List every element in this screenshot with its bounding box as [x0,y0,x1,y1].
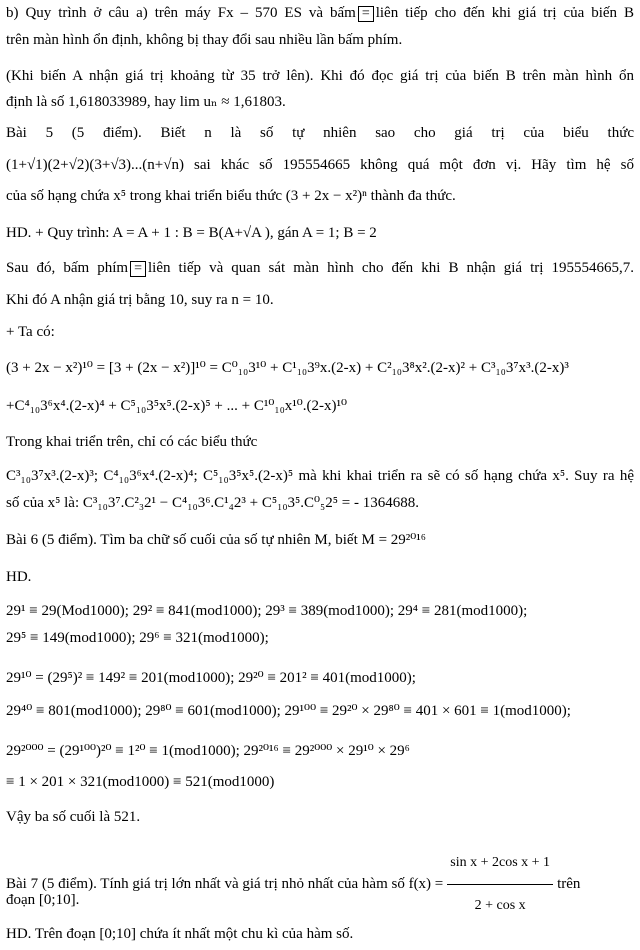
hd-6: HD. [6,569,32,585]
line-terms: C³₁₀3⁷x³.(2-x)³; C⁴₁₀3⁶x⁴.(2-x)⁴; C⁵₁₀3⁵x⁵.(2-x)⁵ mà khi khai triển ra sẽ có số hạng chứa x⁵. Suy ra hệ [6,468,634,484]
line-expansion-1: (3 + 2x − x²)¹⁰ = [3 + (2x − x²)]¹⁰ = C⁰₁₀3¹⁰ + C¹₁₀3⁹x.(2-x) + C²₁₀3⁸x².(2-x)² + C³₁₀3⁷x³.(2-x)³ [6,360,569,376]
line-3: (Khi biến A nhận giá trị khoảng từ 35 trở lên). Khi đó đọc giá trị của biến B trên màn hình ổn [6,68,634,84]
hd-5: HD. + Quy trình: A = A + 1 : B = B(A+√A ), gán A = 1; B = 2 [6,225,377,241]
hd-7: HD. Trên đoạn [0;10] chứa ít nhất một chu kì của hàm số. [6,926,354,942]
equals-key-icon: = [130,261,146,277]
line-mod-5: 29²⁰⁰⁰ = (29¹⁰⁰)²⁰ ≡ 1²⁰ ≡ 1(mod1000); 29²⁰¹⁶ ≡ 29²⁰⁰⁰ × 29¹⁰ × 29⁶ [6,743,410,759]
equals-key-icon: = [358,6,374,22]
line-expansion-2: +C⁴₁₀3⁶x⁴.(2-x)⁴ + C⁵₁₀3⁵x⁵.(2-x)⁵ + ... + C¹⁰₁₀x¹⁰.(2-x)¹⁰ [6,398,348,414]
line-mod-6: ≡ 1 × 201 × 321(mod1000) ≡ 521(mod1000) [6,774,275,790]
fraction: $\frac{\text{sin x + 2cos x + 1}}{\text{2 + cos x}}$ [447,843,553,926]
line-bai5-question: của số hạng chứa x⁵ trong khai triển biểu thức (3 + 2x − x²)ⁿ thành đa thức. [6,188,456,204]
line-1: b) Quy trình ở câu a) trên máy Fx – 570 ES và bấm = liên tiếp cho đến khi giá trị của biến B [6,5,634,21]
line-a-value: Khi đó A nhận giá trị bằng 10, suy ra n = 10. [6,292,274,308]
line-mod-1: 29¹ ≡ 29(Mod1000); 29² ≡ 841(mod1000); 29³ ≡ 389(mod1000); 29⁴ ≡ 281(mod1000); [6,603,528,619]
bai6-heading: Bài 6 (5 điểm). Tìm ba chữ số cuối của số tự nhiên M, biết M = 29²⁰¹⁶ [6,532,427,548]
line-2: trên màn hình ổn định, không bị thay đổi sau nhiều lần bấm phím. [6,32,403,48]
line-mod-4: 29⁴⁰ ≡ 801(mod1000); 29⁸⁰ ≡ 601(mod1000); 29¹⁰⁰ ≡ 29²⁰ × 29⁸⁰ ≡ 401 × 601 ≡ 1(mod1000); [6,703,571,719]
line-doan: đoạn [0;10]. [6,892,80,908]
line-mod-3: 29¹⁰ = (29⁵)² ≡ 149² ≡ 201(mod1000); 29²⁰ ≡ 201² ≡ 401(mod1000); [6,670,416,686]
line-ta-co: + Ta có: [6,324,55,340]
line-trong-khai-trien: Trong khai triển trên, chỉ có các biểu thức [6,434,258,450]
bai5-heading: Bài 5 (5 điểm). Biết n là số tự nhiên sao cho giá trị của biểu thức [6,125,634,141]
bai7-heading: Bài 7 (5 điểm). Tính giá trị lớn nhất và giá trị nhỏ nhất của hàm số f(x) = $\frac{\text{sin x + 2cos x + 1}}{\text{2 + cos x}}$ trên [6,843,634,926]
line-result-521: Vậy ba số cuối là 521. [6,809,141,825]
line-bai5-expression: (1+√1)(2+√2)(3+√3)...(n+√n) sai khác số 195554665 không quá một đơn vị. Hãy tìm hệ số [6,157,634,173]
line-4: định là số 1,618033989, hay lim uₙ ≈ 1,61803. [6,94,286,110]
line-coefficient: số của x⁵ là: C³₁₀3⁷.C²₃2¹ − C⁴₁₀3⁶.C¹₄2³ + C⁵₁₀3⁵.C⁰₅2⁵ = - 1364688. [6,495,419,511]
line-press-key: Sau đó, bấm phím = liên tiếp và quan sát màn hình cho đến khi B nhận giá trị 195554665,7. [6,260,634,276]
line-mod-2: 29⁵ ≡ 149(mod1000); 29⁶ ≡ 321(mod1000); [6,630,269,646]
